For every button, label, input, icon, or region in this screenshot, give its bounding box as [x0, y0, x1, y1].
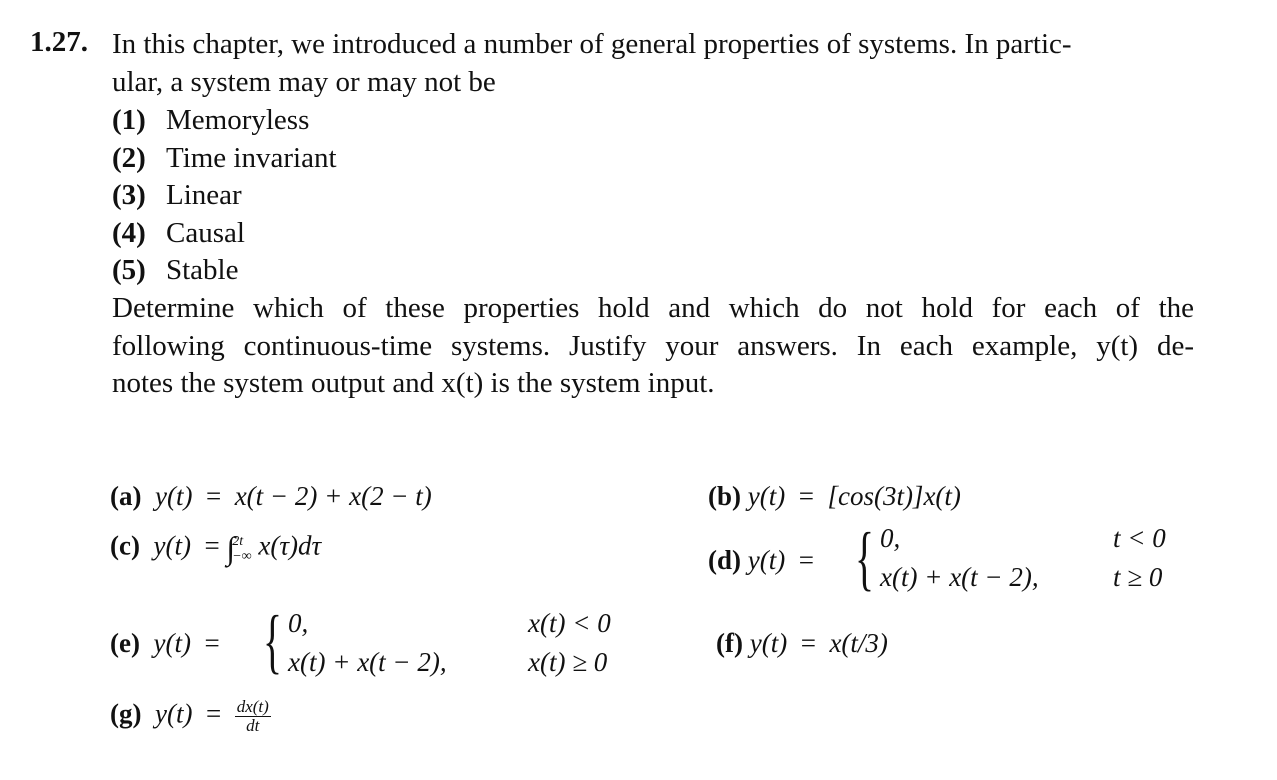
- left-brace-icon: {: [855, 518, 875, 598]
- integral-lower-limit: −∞: [232, 548, 252, 564]
- property-number: (2): [112, 141, 146, 174]
- equation-a: (a) y(t) = x(t − 2) + x(2 − t): [110, 481, 432, 511]
- equation-label: (b): [708, 481, 741, 511]
- property-list: [112, 102, 337, 290]
- case-condition: t < 0: [1113, 523, 1166, 553]
- integral-limits: [232, 534, 251, 564]
- property-number: (1): [112, 104, 146, 136]
- equation-rhs: x(t/3): [829, 628, 888, 658]
- intro-line: In this chapter, we introduced a number of general properties of systems. In partic-: [112, 28, 1072, 60]
- fraction-numerator: dx(t): [236, 697, 269, 716]
- case-expression: 0,: [880, 523, 901, 553]
- left-brace-icon: {: [263, 601, 283, 681]
- equation-rhs: [cos(3t)]x(t): [827, 481, 961, 511]
- equation-lhs: y(t): [154, 698, 193, 729]
- description-line: following continuous-time systems. Justify your answers. In each example, y(t) de-: [112, 329, 1194, 362]
- property-label: Stable: [166, 254, 239, 286]
- property-item: [112, 252, 337, 290]
- problem-intro: [112, 26, 1212, 101]
- equation-g: (g) y(t) = $\frac{dx(t)}{dt}$: [110, 697, 269, 735]
- case-expression: x(t) + x(t − 2),: [880, 562, 1039, 592]
- property-label: Causal: [166, 216, 245, 249]
- case-expression: 0,: [288, 608, 309, 638]
- property-label: Memoryless: [166, 104, 310, 136]
- property-number: (3): [112, 179, 146, 211]
- derivative-fraction: [235, 698, 271, 735]
- equation-f: (f) y(t) = x(t/3): [716, 628, 888, 658]
- property-item: [112, 102, 337, 140]
- equation-lhs: y(t): [749, 628, 788, 658]
- property-item: [112, 215, 337, 253]
- fraction-denominator: dt: [246, 716, 260, 735]
- equation-lhs: y(t): [153, 530, 191, 561]
- equation-label: (e): [110, 628, 140, 658]
- property-number: (5): [112, 254, 146, 286]
- equation-lhs: y(t): [747, 545, 786, 575]
- property-label: Time invariant: [166, 141, 337, 174]
- integral-upper-limit: 2t: [232, 533, 244, 549]
- equation-lhs: y(t): [747, 481, 786, 511]
- equation-label: (f): [716, 628, 743, 658]
- case-condition: x(t) ≥ 0: [528, 647, 608, 677]
- case-condition: x(t) < 0: [528, 608, 611, 638]
- description-line: notes the system output and x(t) is the system input.: [112, 367, 715, 399]
- equation-label: (a): [110, 481, 142, 511]
- problem-description: [112, 290, 1212, 403]
- equation-e: (e) y(t) =: [110, 628, 220, 658]
- property-item: [112, 140, 337, 178]
- case-condition: t ≥ 0: [1113, 562, 1163, 592]
- integrand: x(τ)dτ: [258, 530, 322, 561]
- description-line: Determine which of these properties hold and which do not hold for each of the: [112, 292, 1194, 324]
- equation-lhs: y(t): [153, 628, 191, 658]
- case-expression: x(t) + x(t − 2),: [288, 647, 447, 677]
- equation-label: (d): [708, 545, 741, 575]
- intro-line: ular, a system may or may not be: [112, 65, 496, 98]
- property-number: (4): [112, 216, 146, 249]
- equation-b: (b) y(t) = [cos(3t)]x(t): [708, 481, 961, 511]
- equation-lhs: y(t): [154, 481, 193, 511]
- property-item: [112, 177, 337, 215]
- equation-label: (g): [110, 698, 142, 729]
- property-label: Linear: [166, 179, 242, 211]
- equation-c: (c) y(t) = ∫2t −∞ x(τ)dτ: [110, 530, 322, 566]
- equation-label: (c): [110, 530, 140, 561]
- equation-d: (d) y(t) =: [708, 545, 814, 575]
- equation-rhs: x(t − 2) + x(2 − t): [234, 481, 432, 511]
- problem-number: 1.27.: [30, 26, 88, 58]
- integral-sign-icon: ∫: [226, 530, 236, 566]
